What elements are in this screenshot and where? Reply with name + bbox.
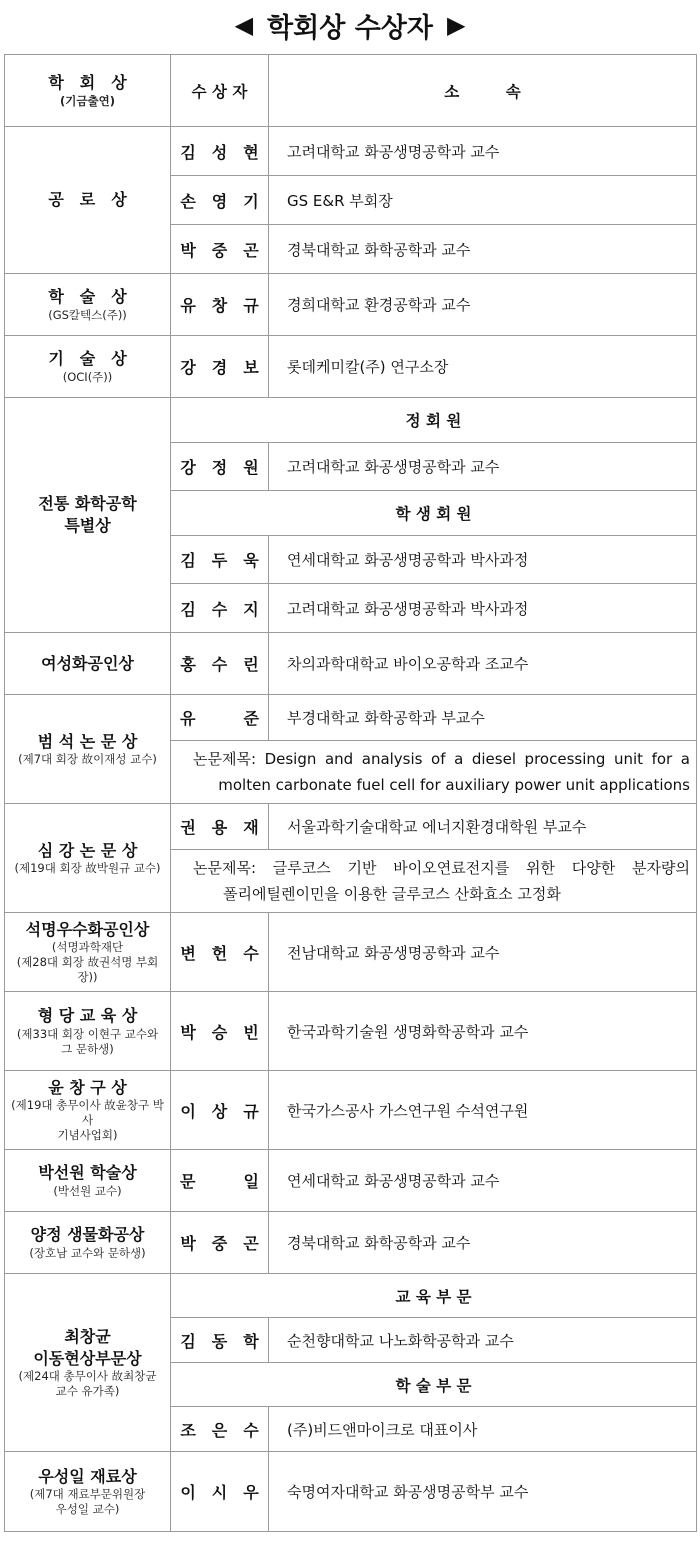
recipient-name: 유 창 규 [171, 274, 269, 336]
recipient-affiliation: 경북대학교 화학공학과 교수 [269, 1212, 697, 1274]
award-yeoseong [5, 633, 171, 695]
table-row [5, 336, 697, 398]
header-recipient: 수 상 자 [171, 55, 269, 127]
award-parkseonwon [5, 1150, 171, 1212]
award-wooseongil [5, 1452, 171, 1532]
award-sponsor-line1: (석명과학재단 [51, 940, 124, 955]
paper-title-line2: 폴리에틸렌이민을 이용한 글루코스 산화효소 고정화 [223, 885, 561, 903]
award-sponsor-line2: 우성일 교수) [55, 1502, 120, 1517]
recipient-name: 홍 수 린 [171, 633, 269, 695]
page-title [0, 0, 700, 50]
table-row [5, 274, 697, 336]
recipient-affiliation: 고려대학교 화공생명공학과 박사과정 [269, 584, 697, 633]
section-row [5, 1274, 697, 1318]
section-student-member: 학 생 회 원 [171, 491, 697, 536]
award-seokmyeong [5, 913, 171, 992]
recipient-name: 강 경 보 [171, 336, 269, 398]
paper-title-line1: 논문제목: 글루코스 기반 바이오연료전지를 위한 다양한 분자량의 [193, 859, 690, 877]
recipient-affiliation: 한국과학기술원 생명화학공학과 교수 [269, 992, 697, 1071]
recipient-affiliation: GS E&R 부회장 [269, 176, 697, 225]
section-regular-member: 정 회 원 [171, 398, 697, 443]
award-name: 범 석 논 문 상 [37, 731, 138, 751]
right-triangle-icon: ▶ [446, 11, 466, 39]
paper-title-line2: molten carbonate fuel cell for auxiliary power unit applications [218, 776, 690, 794]
left-triangle-icon: ◀ [234, 11, 254, 39]
award-hyeongdang [5, 992, 171, 1071]
header-award-cell [5, 55, 171, 127]
recipient-name: 손 영 기 [171, 176, 269, 225]
award-choichang [5, 1274, 171, 1452]
award-name: 학 술 상 [48, 287, 127, 307]
recipient-affiliation: 연세대학교 화공생명공학과 교수 [269, 1150, 697, 1212]
award-haksul [5, 274, 171, 336]
award-name: 기 술 상 [48, 349, 127, 369]
award-yangjeong [5, 1212, 171, 1274]
recipient-name: 변 헌 수 [171, 913, 269, 992]
award-sponsor-line1: (제7대 재료부문위원장 [29, 1487, 146, 1502]
recipient-name: 문 일 [171, 1150, 269, 1212]
table-row [5, 1150, 697, 1212]
recipient-affiliation: 차의과학대학교 바이오공학과 조교수 [269, 633, 697, 695]
award-name: 형 당 교 육 상 [37, 1006, 138, 1026]
table-row [5, 992, 697, 1071]
recipient-name: 이 시 우 [171, 1452, 269, 1532]
paper-title [171, 850, 697, 913]
award-sponsor: (장호남 교수와 문하생) [29, 1245, 146, 1260]
recipient-affiliation: 순천향대학교 나노화학공학과 교수 [269, 1318, 697, 1363]
recipient-name: 김 성 현 [171, 127, 269, 176]
table-row [5, 1071, 697, 1150]
award-name: 박선원 학술상 [38, 1163, 137, 1183]
award-recipients-table [4, 54, 697, 1532]
award-beomseok [5, 695, 171, 804]
table-header-row [5, 55, 697, 127]
recipient-affiliation: 서울과학기술대학교 에너지환경대학원 부교수 [269, 804, 697, 850]
recipient-affiliation: 연세대학교 화공생명공학과 박사과정 [269, 536, 697, 584]
recipient-name: 김 두 욱 [171, 536, 269, 584]
award-name: 심 강 논 문 상 [37, 840, 138, 860]
award-name-line2: 특별상 [64, 516, 111, 535]
paper-title [171, 741, 697, 804]
recipient-affiliation: 경북대학교 화학공학과 교수 [269, 225, 697, 274]
award-yunchang [5, 1071, 171, 1150]
recipient-affiliation: 전남대학교 화공생명공학과 교수 [269, 913, 697, 992]
recipient-name: 김 수 지 [171, 584, 269, 633]
recipient-name: 박 승 빈 [171, 992, 269, 1071]
award-sponsor-line1: (제19대 총무이사 故윤창구 박사 [11, 1098, 164, 1128]
award-jeontong [5, 398, 171, 633]
header-affiliation: 소 속 [269, 55, 697, 127]
recipient-name: 조 은 수 [171, 1407, 269, 1452]
award-name: 윤 창 구 상 [48, 1077, 127, 1097]
recipient-affiliation: 롯데케미칼(주) 연구소장 [269, 336, 697, 398]
award-gongro [5, 127, 171, 274]
award-sponsor: (GS칼텍스(주)) [48, 307, 127, 322]
recipient-affiliation: (주)비드앤마이크로 대표이사 [269, 1407, 697, 1452]
recipient-name: 강 정 원 [171, 443, 269, 491]
award-name-line2: 이동현상부문상 [33, 1348, 142, 1368]
section-row [5, 398, 697, 443]
header-award-sub: (기금출연) [60, 93, 115, 108]
table-row [5, 127, 697, 176]
award-sponsor-line2: (제28대 회장 故권석명 부회장)) [16, 955, 159, 985]
award-sponsor-line1: (제33대 회장 이현구 교수와 [16, 1026, 159, 1041]
award-name-line1: 최창균 [64, 1326, 111, 1346]
award-name: 여성화공인상 [41, 653, 134, 673]
recipient-affiliation: 고려대학교 화공생명공학과 교수 [269, 127, 697, 176]
recipient-affiliation: 고려대학교 화공생명공학과 교수 [269, 443, 697, 491]
award-name: 우성일 재료상 [38, 1466, 137, 1486]
table-row [5, 1212, 697, 1274]
award-name: 석명우수화공인상 [25, 919, 150, 939]
header-award-label: 학 회 상 [48, 73, 127, 93]
award-name: 양정 생물화공상 [30, 1225, 145, 1245]
recipient-name: 이 상 규 [171, 1071, 269, 1150]
award-sponsor-line2: 그 문하생) [61, 1041, 114, 1056]
recipient-name: 박 중 곤 [171, 225, 269, 274]
section-academic: 학 술 부 문 [171, 1363, 697, 1407]
award-sponsor-line2: 교수 유가족) [55, 1384, 120, 1399]
section-education: 교 육 부 문 [171, 1274, 697, 1318]
award-sponsor: (제7대 회장 故이재성 교수) [18, 752, 157, 767]
award-sponsor: (OCI(주)) [62, 369, 113, 384]
recipient-affiliation: 부경대학교 화학공학과 부교수 [269, 695, 697, 741]
award-simgang [5, 804, 171, 913]
award-sponsor-line2: 기념사업회) [57, 1128, 118, 1143]
recipient-name: 박 중 곤 [171, 1212, 269, 1274]
award-name-line1: 전통 화학공학 [38, 494, 137, 514]
paper-title-line1: 논문제목: Design and analysis of a diesel processing unit for a [193, 750, 690, 768]
recipient-name: 권 용 재 [171, 804, 269, 850]
recipient-name: 김 동 학 [171, 1318, 269, 1363]
award-gisul [5, 336, 171, 398]
recipient-affiliation: 숙명여자대학교 화공생명공학부 교수 [269, 1452, 697, 1532]
recipient-name: 유 준 [171, 695, 269, 741]
table-row [5, 804, 697, 850]
award-sponsor-line1: (제24대 총무이사 故최창균 [18, 1369, 157, 1384]
page-title-text: 학회상 수상자 [267, 12, 433, 44]
recipient-affiliation: 경희대학교 환경공학과 교수 [269, 274, 697, 336]
recipient-affiliation: 한국가스공사 가스연구원 수석연구원 [269, 1071, 697, 1150]
award-sponsor: (제19대 회장 故박원규 교수) [14, 861, 161, 876]
table-row [5, 695, 697, 741]
table-row [5, 633, 697, 695]
award-sponsor: (박선원 교수) [53, 1183, 122, 1198]
table-row [5, 913, 697, 992]
table-row [5, 1452, 697, 1532]
award-name: 공 로 상 [48, 190, 127, 210]
